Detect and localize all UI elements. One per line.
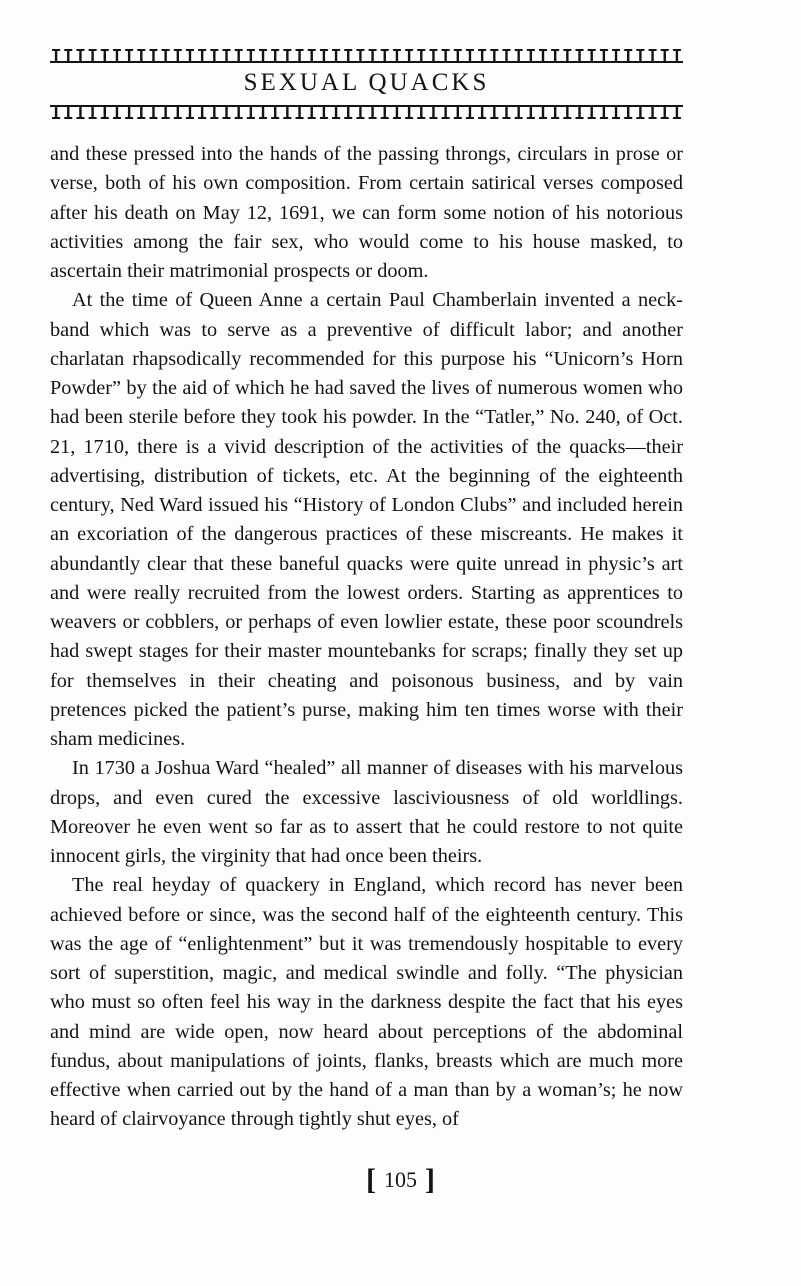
paragraph-1: and these pressed into the hands of the passing throngs, circulars in prose or verse, both of his own composition. From certain satirical verses composed after his death on May 12, 1691, we can form some notion of his notorious activities among the fair sex, who would come to his house masked, to ascertain their matrimonial prospects or doom. bbox=[50, 143, 683, 282]
ornament-stem bbox=[189, 50, 191, 62]
ornament-serif bbox=[76, 117, 84, 119]
ornament-stem bbox=[432, 106, 434, 118]
ornament-stem bbox=[457, 50, 459, 62]
ornament-serif bbox=[174, 117, 182, 119]
ornament-stem bbox=[615, 50, 617, 62]
ornament-stem bbox=[664, 106, 666, 118]
ornament-serif bbox=[344, 49, 352, 51]
ornament-stem bbox=[469, 50, 471, 62]
ornament-serif bbox=[101, 49, 109, 51]
ornament-stem bbox=[213, 50, 215, 62]
ornament-serif bbox=[600, 117, 608, 119]
ornament-serif bbox=[320, 117, 328, 119]
ornament-serif bbox=[527, 49, 535, 51]
ornament-serif bbox=[612, 117, 620, 119]
ornament-stem bbox=[237, 50, 239, 62]
ornament-stem bbox=[493, 106, 495, 118]
ornament-serif bbox=[673, 49, 681, 51]
bottom-ornament-rule bbox=[50, 104, 683, 120]
ornament-stem bbox=[140, 50, 142, 62]
ornament-stem bbox=[493, 50, 495, 62]
ornament-serif bbox=[344, 117, 352, 119]
ornament-serif bbox=[588, 117, 596, 119]
ornament-serif bbox=[429, 49, 437, 51]
ornament-serif bbox=[551, 49, 559, 51]
running-head: SEXUAL QUACKS bbox=[243, 69, 490, 96]
ornament-serif bbox=[296, 117, 304, 119]
ornament-serif bbox=[563, 49, 571, 51]
ornament-serif bbox=[551, 117, 559, 119]
ornament-stem bbox=[250, 106, 252, 118]
body-text bbox=[50, 140, 683, 1135]
ornament-stem bbox=[67, 50, 69, 62]
ornament-serif bbox=[89, 117, 97, 119]
ornament-stem bbox=[578, 106, 580, 118]
ornament-serif bbox=[515, 49, 523, 51]
ornament-stem bbox=[481, 106, 483, 118]
ornament-serif bbox=[113, 117, 121, 119]
ornament-stem bbox=[55, 106, 57, 118]
ornament-serif bbox=[149, 117, 157, 119]
ornament-serif bbox=[393, 117, 401, 119]
ornament-stem bbox=[384, 50, 386, 62]
ornament-stem bbox=[323, 50, 325, 62]
ornament-serif bbox=[673, 117, 681, 119]
ornament-stem bbox=[225, 106, 227, 118]
book-page bbox=[50, 48, 683, 1135]
ornament-stem bbox=[603, 50, 605, 62]
ornament-serif bbox=[369, 49, 377, 51]
ornament-stem bbox=[676, 106, 678, 118]
ornament-serif bbox=[52, 49, 60, 51]
ornament-stem bbox=[164, 106, 166, 118]
ornament-serif bbox=[186, 117, 194, 119]
ornament-serif bbox=[466, 49, 474, 51]
ornament-stem bbox=[371, 50, 373, 62]
ornament-stem bbox=[116, 106, 118, 118]
ornament-serif bbox=[235, 117, 243, 119]
ornament-stem bbox=[201, 50, 203, 62]
ornament-serif bbox=[174, 49, 182, 51]
ornament-serif bbox=[502, 49, 510, 51]
ornament-serif bbox=[369, 117, 377, 119]
ornament-serif bbox=[588, 49, 596, 51]
ornament-stem bbox=[591, 50, 593, 62]
ornament-serif bbox=[442, 49, 450, 51]
ornament-serif bbox=[454, 117, 462, 119]
ornament-stem bbox=[286, 106, 288, 118]
ornament-serif bbox=[125, 117, 133, 119]
ornament-serif bbox=[308, 117, 316, 119]
ornament-stem bbox=[91, 50, 93, 62]
ornament-stem bbox=[566, 106, 568, 118]
ornament-stem bbox=[189, 106, 191, 118]
ornament-stem bbox=[104, 50, 106, 62]
ornament-serif bbox=[186, 49, 194, 51]
ornament-stem bbox=[286, 50, 288, 62]
ornament-stem bbox=[262, 50, 264, 62]
ornament-stem bbox=[116, 50, 118, 62]
paragraph-3: In 1730 a Joshua Ward “healed” all manner of diseases with his marvelous drops, and even cured the excessive lasciviousness of old worldlings. Moreover he even went so far as to assert that he could restore to not quite innocent girls, the virginity that had once been theirs. bbox=[50, 757, 683, 867]
ornament-serif bbox=[417, 117, 425, 119]
ornament-stem bbox=[639, 50, 641, 62]
ornament-serif bbox=[527, 117, 535, 119]
ornament-serif bbox=[235, 49, 243, 51]
ornament-serif bbox=[271, 117, 279, 119]
ornament-stem bbox=[201, 106, 203, 118]
ornament-stem bbox=[530, 50, 532, 62]
ornament-stem bbox=[79, 50, 81, 62]
ornament-stem bbox=[164, 50, 166, 62]
ornament-serif bbox=[247, 49, 255, 51]
page-folio bbox=[0, 1165, 801, 1195]
ornament-stem bbox=[335, 106, 337, 118]
ornament-stem bbox=[140, 106, 142, 118]
ornament-stem bbox=[676, 50, 678, 62]
ornament-serif bbox=[576, 117, 584, 119]
ornament-serif bbox=[381, 49, 389, 51]
ornament-stem bbox=[432, 50, 434, 62]
ornament-stem bbox=[505, 106, 507, 118]
ornament-stem bbox=[396, 50, 398, 62]
ornament-stem bbox=[627, 106, 629, 118]
ornament-stem bbox=[591, 106, 593, 118]
ornament-stem bbox=[298, 50, 300, 62]
ornament-stem bbox=[213, 106, 215, 118]
ornament-serif bbox=[271, 49, 279, 51]
ornament-stem bbox=[128, 106, 130, 118]
ornament-stem bbox=[298, 106, 300, 118]
ornament-serif bbox=[162, 117, 170, 119]
ornament-baseline bbox=[50, 61, 683, 63]
ornament-stem bbox=[225, 50, 227, 62]
ornament-serif bbox=[223, 117, 231, 119]
ornament-stem bbox=[274, 106, 276, 118]
ornament-stem bbox=[396, 106, 398, 118]
ornament-serif bbox=[283, 49, 291, 51]
ornament-stem bbox=[347, 50, 349, 62]
ornament-stem bbox=[347, 106, 349, 118]
ornament-stem bbox=[359, 50, 361, 62]
ornament-serif bbox=[356, 49, 364, 51]
ornament-stem bbox=[311, 106, 313, 118]
ornament-serif bbox=[490, 117, 498, 119]
ornament-serif bbox=[405, 49, 413, 51]
ornament-stem bbox=[79, 106, 81, 118]
ornament-stem bbox=[262, 106, 264, 118]
ornament-serif bbox=[563, 117, 571, 119]
ornament-stem bbox=[457, 106, 459, 118]
ornament-stem bbox=[505, 50, 507, 62]
ornament-serif bbox=[76, 49, 84, 51]
ornament-stem bbox=[335, 50, 337, 62]
folio-bracket-left: [ bbox=[366, 1163, 376, 1196]
ornament-stem bbox=[517, 50, 519, 62]
ornament-stem bbox=[615, 106, 617, 118]
ornament-serif bbox=[417, 49, 425, 51]
ornament-stem bbox=[371, 106, 373, 118]
ornament-serif bbox=[308, 49, 316, 51]
ornament-serif bbox=[247, 117, 255, 119]
ornament-stem bbox=[542, 106, 544, 118]
ornament-serif bbox=[101, 117, 109, 119]
ornament-serif bbox=[210, 49, 218, 51]
ornament-stem bbox=[323, 106, 325, 118]
ornament-serif bbox=[649, 117, 657, 119]
ornament-serif bbox=[490, 49, 498, 51]
ornament-serif bbox=[442, 117, 450, 119]
ornament-stem bbox=[104, 106, 106, 118]
ornament-stem bbox=[651, 50, 653, 62]
ornament-serif bbox=[478, 117, 486, 119]
ornament-serif bbox=[125, 49, 133, 51]
ornament-serif bbox=[636, 49, 644, 51]
ornament-serif bbox=[515, 117, 523, 119]
ornament-serif bbox=[137, 117, 145, 119]
ornament-serif bbox=[466, 117, 474, 119]
paragraph-4: The real heyday of quackery in England, which record has never been achieved before or since, was the second half of the eighteenth century. This was the age of “enlightenment” but it was tremendously hospitable to every sort of superstition, magic, and medical swindle and folly. “The physician who must so often feel his way in the darkness despite the fact that his eyes and mind are wide open, now heard about perceptions of the abdominal fundus, about manipulations of joints, flanks, breasts which are much more effective when carried out by the hand of a man than by a woman’s; he now heard of clairvoyance through tightly shut eyes, of bbox=[50, 874, 683, 1131]
ornament-stem bbox=[177, 106, 179, 118]
ornament-stem bbox=[542, 50, 544, 62]
ornament-serif bbox=[624, 49, 632, 51]
ornament-stem bbox=[274, 50, 276, 62]
ornament-stem bbox=[237, 106, 239, 118]
ornament-serif bbox=[381, 117, 389, 119]
paragraph-2: At the time of Queen Anne a certain Paul Chamberlain invented a neck-band which was to serve as a preventive of difficult labor; and another charlatan rhapsodically recommended for this purpose his “Unicorn’s Horn Powder” by the aid of which he had saved the lives of numerous women who had been sterile before they took his powder. In the “Tatler,” No. 240, of Oct. 21, 1710, there is a vivid description of the activities of the quacks—their advertising, distribution of tickets, etc. At the beginning of the eighteenth century, Ned Ward issued his “History of London Clubs” and included herein an excoriation of the dangerous practices of these miscreants. He makes it abundantly clear that these baneful quacks were quite unread in physic’s art and were really recruited from the lowest orders. Starting as apprentices to weavers or cobblers, or perhaps of even lowlier estate, these poor scoundrels had swept stages for their master mountebanks for scraps; finally they set up for themselves in their cheating and poisonous business, and by vain pretences picked the patient’s purse, making him ten times worse with their sham medicines. bbox=[50, 289, 683, 750]
ornament-stem bbox=[444, 50, 446, 62]
ornament-serif bbox=[600, 49, 608, 51]
ornament-serif bbox=[612, 49, 620, 51]
ornament-serif bbox=[223, 49, 231, 51]
ornament-serif bbox=[89, 49, 97, 51]
ornament-stem bbox=[639, 106, 641, 118]
ornament-serif bbox=[661, 49, 669, 51]
ornament-serif bbox=[64, 117, 72, 119]
ornament-serif bbox=[113, 49, 121, 51]
ornament-serif bbox=[320, 49, 328, 51]
ornament-serif bbox=[64, 49, 72, 51]
ornament-serif bbox=[478, 49, 486, 51]
ornament-stem bbox=[554, 50, 556, 62]
ornament-stem bbox=[128, 50, 130, 62]
ornament-serif bbox=[624, 117, 632, 119]
ornament-serif bbox=[576, 49, 584, 51]
ornament-stem bbox=[627, 50, 629, 62]
ornament-stem bbox=[566, 50, 568, 62]
ornament-serif bbox=[502, 117, 510, 119]
ornament-stem bbox=[420, 106, 422, 118]
folio-bracket-right: ] bbox=[425, 1163, 435, 1196]
ornament-stem bbox=[651, 106, 653, 118]
ornament-serif bbox=[539, 49, 547, 51]
ornament-serif bbox=[405, 117, 413, 119]
ornament-serif bbox=[149, 49, 157, 51]
ornament-stem bbox=[250, 50, 252, 62]
ornament-serif bbox=[296, 49, 304, 51]
ornament-stem bbox=[530, 106, 532, 118]
ornament-stem bbox=[152, 50, 154, 62]
ornament-stem bbox=[469, 106, 471, 118]
ornament-serif bbox=[52, 117, 60, 119]
ornament-serif bbox=[636, 117, 644, 119]
ornament-stem bbox=[91, 106, 93, 118]
ornament-stem bbox=[664, 50, 666, 62]
ornament-stem bbox=[554, 106, 556, 118]
ornament-serif bbox=[649, 49, 657, 51]
ornament-stem bbox=[408, 50, 410, 62]
page-number: 105 bbox=[384, 1167, 417, 1192]
ornament-serif bbox=[539, 117, 547, 119]
ornament-serif bbox=[661, 117, 669, 119]
ornament-stem bbox=[359, 106, 361, 118]
ornament-serif bbox=[356, 117, 364, 119]
ornament-baseline bbox=[50, 105, 683, 107]
ornament-serif bbox=[332, 49, 340, 51]
ornament-stem bbox=[152, 106, 154, 118]
ornament-stem bbox=[481, 50, 483, 62]
ornament-stem bbox=[420, 50, 422, 62]
ornament-serif bbox=[198, 49, 206, 51]
ornament-serif bbox=[393, 49, 401, 51]
ornament-stem bbox=[177, 50, 179, 62]
ornament-stem bbox=[444, 106, 446, 118]
ornament-serif bbox=[332, 117, 340, 119]
ornament-serif bbox=[283, 117, 291, 119]
ornament-serif bbox=[198, 117, 206, 119]
ornament-serif bbox=[162, 49, 170, 51]
ornament-stem bbox=[603, 106, 605, 118]
ornament-serif bbox=[454, 49, 462, 51]
ornament-stem bbox=[408, 106, 410, 118]
ornament-stem bbox=[67, 106, 69, 118]
ornament-stem bbox=[578, 50, 580, 62]
ornament-serif bbox=[137, 49, 145, 51]
ornament-stem bbox=[55, 50, 57, 62]
ornament-serif bbox=[210, 117, 218, 119]
ornament-serif bbox=[259, 117, 267, 119]
ornament-serif bbox=[429, 117, 437, 119]
top-ornament-rule bbox=[50, 48, 683, 64]
ornament-stem bbox=[517, 106, 519, 118]
ornament-serif bbox=[259, 49, 267, 51]
ornament-stem bbox=[311, 50, 313, 62]
ornament-stem bbox=[384, 106, 386, 118]
